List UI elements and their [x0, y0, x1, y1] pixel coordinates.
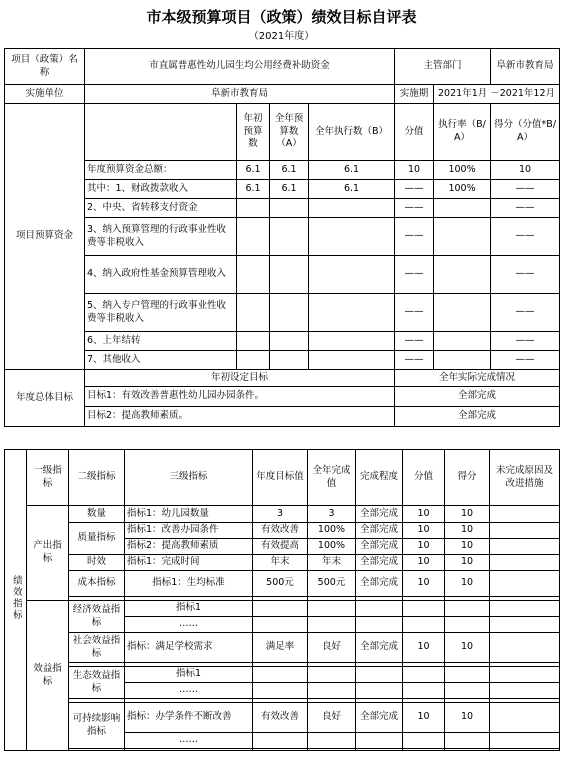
actual-cell: 良好 — [308, 703, 356, 733]
fund-cell: —— — [395, 294, 434, 332]
level2-cell: 经济效益指标 — [69, 601, 125, 633]
col-level1: 一级指标 — [27, 450, 69, 506]
reason-cell — [490, 539, 560, 555]
budget-table — [4, 48, 560, 427]
actual-cell: 100% — [308, 539, 356, 555]
fund-row-label: 7、其他收入 — [85, 351, 237, 370]
degree-cell: 全部完成 — [356, 571, 403, 597]
table-row — [5, 703, 560, 733]
target-cell: 500元 — [253, 571, 308, 597]
fund-cell: —— — [395, 180, 434, 199]
table-row — [5, 555, 560, 571]
fund-cell: 6.1 — [270, 180, 309, 199]
fund-cell: —— — [491, 180, 560, 199]
degree-cell — [356, 617, 403, 633]
col-reason: 未完成原因及改进措施 — [490, 450, 560, 506]
score-cell — [445, 667, 490, 683]
fund-cell — [237, 294, 270, 332]
fund-row-label: 4、纳入政府性基金预算管理收入 — [85, 256, 237, 294]
score-value-cell: 10 — [403, 555, 445, 571]
goal-planned: 目标1：有效改善普惠性幼儿园办园条件。 — [85, 387, 395, 407]
col-score-value: 分值 — [395, 104, 434, 161]
reason-cell — [490, 601, 560, 617]
fund-cell — [309, 218, 395, 256]
degree-cell: 全部完成 — [356, 555, 403, 571]
fund-cell — [434, 256, 491, 294]
actual-cell: 500元 — [308, 571, 356, 597]
degree-cell: 全部完成 — [356, 539, 403, 555]
reason-cell — [490, 506, 560, 523]
fund-cell — [237, 256, 270, 294]
level2-cell: 数量 — [69, 506, 125, 523]
fund-cell — [309, 199, 395, 218]
project-name-value: 市直属普惠性幼儿园生均公用经费补助资金 — [85, 49, 395, 85]
reason-cell — [490, 523, 560, 539]
fund-cell: 6.1 — [237, 161, 270, 180]
score-cell: 10 — [445, 703, 490, 733]
period-label: 实施期 — [395, 85, 434, 104]
table-row — [5, 351, 560, 370]
fund-row-label: 其中：1、财政拨款收入 — [85, 180, 237, 199]
score-value-cell: 10 — [403, 523, 445, 539]
score-value-cell — [403, 617, 445, 633]
table-row — [5, 199, 560, 218]
target-cell: 满足率 — [253, 633, 308, 663]
fund-cell: —— — [491, 218, 560, 256]
fund-cell — [270, 351, 309, 370]
level3-cell: …… — [125, 683, 253, 699]
table-row — [5, 387, 560, 407]
actual-cell: 3 — [308, 506, 356, 523]
output-indicator-label: 产出指标 — [27, 506, 69, 601]
level3-cell: 指标2：提高教师素质 — [125, 539, 253, 555]
col-initial-budget: 年初预算数 — [237, 104, 270, 161]
funds-header-blank — [85, 104, 237, 161]
fund-cell: —— — [491, 256, 560, 294]
level3-cell: 指标1：完成时间 — [125, 555, 253, 571]
fund-cell — [434, 351, 491, 370]
table-row — [5, 180, 560, 199]
table-row — [5, 218, 560, 256]
fund-cell — [309, 351, 395, 370]
goal-actual: 全部完成 — [395, 387, 560, 407]
project-name-label: 项目（政策）名称 — [5, 49, 85, 85]
page-title: 市本级预算项目（政策）绩效目标自评表 — [146, 8, 417, 26]
table-row — [5, 161, 560, 180]
performance-section-text: 绩效指标 — [10, 574, 22, 621]
reason-cell — [490, 617, 560, 633]
score-value-cell: 10 — [403, 571, 445, 597]
fund-cell — [237, 218, 270, 256]
table-row — [5, 407, 560, 427]
actual-cell — [308, 683, 356, 699]
target-cell: 年末 — [253, 555, 308, 571]
level3-cell: 指标1：生均标准 — [125, 571, 253, 597]
col-annual-exec: 全年执行数（B） — [309, 104, 395, 161]
goals-planned-header: 年初设定目标 — [85, 370, 395, 387]
level3-cell: 指标：满足学校需求 — [125, 633, 253, 663]
target-cell — [253, 683, 308, 699]
fund-row-label: 5、纳入专户管理的行政事业性收费等非税收入 — [85, 294, 237, 332]
degree-cell: 全部完成 — [356, 633, 403, 663]
fund-cell: 6.1 — [270, 161, 309, 180]
degree-cell: 全部完成 — [356, 703, 403, 733]
col-actual: 全年完成值 — [308, 450, 356, 506]
fund-cell — [270, 294, 309, 332]
col-level3: 三级指标 — [125, 450, 253, 506]
target-cell: 3 — [253, 506, 308, 523]
reason-cell — [490, 555, 560, 571]
target-cell: 有效改善 — [253, 703, 308, 733]
actual-cell — [308, 733, 356, 749]
fund-cell: —— — [395, 256, 434, 294]
table-row — [5, 571, 560, 597]
fund-cell: 100% — [434, 180, 491, 199]
col-annual-budget: 全年预算数（A） — [270, 104, 309, 161]
fund-cell — [309, 332, 395, 351]
fund-cell: —— — [395, 332, 434, 351]
impl-unit-label: 实施单位 — [5, 85, 85, 104]
score-value-cell: 10 — [403, 539, 445, 555]
score-cell: 10 — [445, 523, 490, 539]
col-score-value: 分值 — [403, 450, 445, 506]
col-score: 得分 — [445, 450, 490, 506]
score-cell: 10 — [445, 555, 490, 571]
level2-cell: 成本指标 — [69, 571, 125, 597]
table-row — [5, 667, 560, 683]
score-cell: 10 — [445, 539, 490, 555]
actual-cell — [308, 667, 356, 683]
annual-goals-label: 年度总体目标 — [5, 370, 85, 427]
fund-cell — [309, 256, 395, 294]
target-cell — [253, 601, 308, 617]
level2-cell: 可持续影响指标 — [69, 703, 125, 749]
degree-cell — [356, 601, 403, 617]
score-cell — [445, 683, 490, 699]
performance-table — [4, 449, 560, 751]
fund-cell: 6.1 — [237, 180, 270, 199]
fund-cell: —— — [491, 332, 560, 351]
table-row — [5, 256, 560, 294]
performance-section-label — [5, 450, 27, 751]
goals-actual-header: 全年实际完成情况 — [395, 370, 560, 387]
score-cell — [445, 733, 490, 749]
col-degree: 完成程度 — [356, 450, 403, 506]
fund-cell: 100% — [434, 161, 491, 180]
degree-cell: 全部完成 — [356, 506, 403, 523]
target-cell — [253, 667, 308, 683]
score-cell: 10 — [445, 506, 490, 523]
fund-cell: —— — [491, 294, 560, 332]
fund-cell: 6.1 — [309, 180, 395, 199]
level3-cell: 指标1：幼儿园数量 — [125, 506, 253, 523]
score-value-cell — [403, 667, 445, 683]
table-row — [5, 332, 560, 351]
actual-cell — [308, 617, 356, 633]
score-cell: 10 — [445, 633, 490, 663]
goal-planned: 目标2：提高教师素质。 — [85, 407, 395, 427]
target-cell — [253, 617, 308, 633]
actual-cell — [308, 601, 356, 617]
col-score: 得分（分值*B/A） — [491, 104, 560, 161]
score-cell — [445, 617, 490, 633]
score-value-cell: 10 — [403, 633, 445, 663]
score-cell — [445, 601, 490, 617]
level2-cell: 生态效益指标 — [69, 667, 125, 699]
table-row — [5, 633, 560, 663]
fund-cell — [434, 332, 491, 351]
table-row — [5, 523, 560, 539]
fund-cell — [270, 218, 309, 256]
impl-unit-value: 阜新市教育局 — [85, 85, 395, 104]
level3-cell: …… — [125, 617, 253, 633]
fund-row-label: 6、上年结转 — [85, 332, 237, 351]
score-value-cell — [403, 683, 445, 699]
dept-value: 阜新市教育局 — [491, 49, 560, 85]
reason-cell — [490, 683, 560, 699]
score-value-cell — [403, 733, 445, 749]
fund-cell: 10 — [491, 161, 560, 180]
fund-cell: —— — [395, 218, 434, 256]
fund-cell: —— — [395, 351, 434, 370]
degree-cell — [356, 733, 403, 749]
fund-cell: —— — [491, 199, 560, 218]
target-cell: 有效提高 — [253, 539, 308, 555]
degree-cell: 全部完成 — [356, 523, 403, 539]
fund-row-label: 2、中央、省转移支付资金 — [85, 199, 237, 218]
actual-cell: 年末 — [308, 555, 356, 571]
page-year: （2021年度） — [248, 31, 315, 42]
level2-cell: 时效 — [69, 555, 125, 571]
target-cell: 有效改善 — [253, 523, 308, 539]
reason-cell — [490, 633, 560, 663]
score-cell: 10 — [445, 571, 490, 597]
goal-actual: 全部完成 — [395, 407, 560, 427]
period-value: 2021年1月 －2021年12月 — [434, 85, 560, 104]
fund-cell — [237, 332, 270, 351]
score-value-cell — [403, 601, 445, 617]
fund-cell: 10 — [395, 161, 434, 180]
dept-label: 主管部门 — [395, 49, 491, 85]
level3-cell: 指标：办学条件不断改善 — [125, 703, 253, 733]
fund-row-label: 年度预算资金总额： — [85, 161, 237, 180]
col-exec-rate: 执行率（B/A） — [434, 104, 491, 161]
level2-cell: 社会效益指标 — [69, 633, 125, 663]
fund-cell: —— — [491, 351, 560, 370]
level3-cell: …… — [125, 733, 253, 749]
actual-cell: 100% — [308, 523, 356, 539]
reason-cell — [490, 733, 560, 749]
fund-cell — [270, 199, 309, 218]
col-level2: 二级指标 — [69, 450, 125, 506]
fund-cell — [434, 294, 491, 332]
score-value-cell: 10 — [403, 506, 445, 523]
table-row — [5, 294, 560, 332]
degree-cell — [356, 683, 403, 699]
level3-cell: 指标1 — [125, 667, 253, 683]
fund-cell — [237, 199, 270, 218]
level3-cell: 指标1 — [125, 601, 253, 617]
fund-cell: —— — [395, 199, 434, 218]
reason-cell — [490, 667, 560, 683]
table-row — [5, 601, 560, 617]
degree-cell — [356, 667, 403, 683]
fund-cell — [270, 256, 309, 294]
fund-cell — [237, 351, 270, 370]
reason-cell — [490, 703, 560, 733]
score-value-cell: 10 — [403, 703, 445, 733]
table-row — [5, 749, 560, 751]
col-target: 年度目标值 — [253, 450, 308, 506]
target-cell — [253, 733, 308, 749]
fund-cell — [270, 332, 309, 351]
fund-cell — [434, 199, 491, 218]
benefit-indicator-label: 效益指标 — [27, 601, 69, 751]
fund-row-label: 3、纳入预算管理的行政事业性收费等非税收入 — [85, 218, 237, 256]
funds-section-label: 项目预算资金 — [5, 104, 85, 370]
actual-cell: 良好 — [308, 633, 356, 663]
level3-cell: 指标1：改善办园条件 — [125, 523, 253, 539]
reason-cell — [490, 571, 560, 597]
fund-cell: 6.1 — [309, 161, 395, 180]
level2-cell: 质量指标 — [69, 523, 125, 555]
table-row — [5, 506, 560, 523]
fund-cell — [309, 294, 395, 332]
fund-cell — [434, 218, 491, 256]
